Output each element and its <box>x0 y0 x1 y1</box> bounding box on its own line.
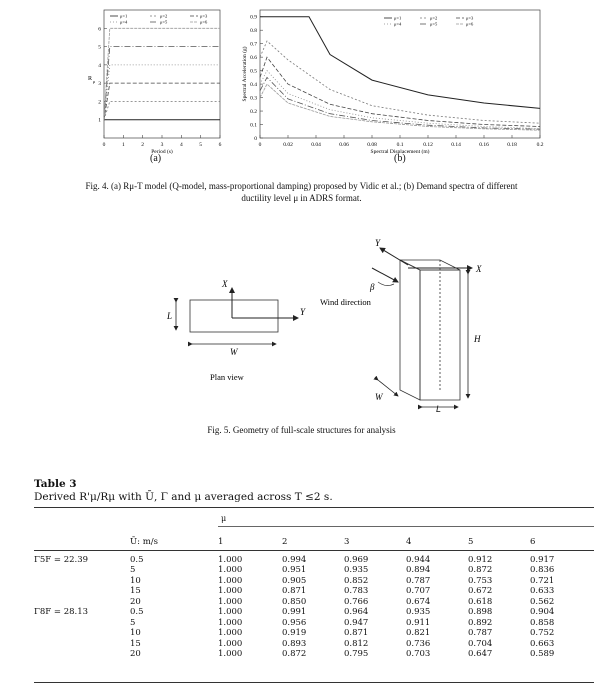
ratio-cell: 0.562 <box>530 596 555 607</box>
plan-x-label: X <box>222 279 228 289</box>
ratio-cell: 0.707 <box>406 586 431 596</box>
mu-value: 1 <box>218 536 224 547</box>
plot-frame <box>104 10 220 138</box>
x-tick-label: 3 <box>160 142 164 148</box>
legend-label: μ=4 <box>120 19 128 25</box>
u-value: 20 <box>130 596 141 607</box>
series-line <box>260 71 540 129</box>
u-value: 0.5 <box>130 554 144 565</box>
y-tick-label: 0 <box>254 136 257 142</box>
legend-label: μ=3 <box>200 13 208 19</box>
ratio-cell: 0.589 <box>530 649 555 659</box>
figure-4 <box>0 0 603 210</box>
table-bottom-rule <box>34 682 594 683</box>
ratio-cell: 1.000 <box>218 649 243 659</box>
plan-l-label: L <box>167 311 173 321</box>
plan-rectangle <box>190 300 278 332</box>
table-row <box>34 649 594 660</box>
x-tick-label: 0.1 <box>396 142 404 148</box>
legend-label: μ=6 <box>466 21 474 27</box>
u-value: 5 <box>130 565 136 575</box>
panel-b-label: (b) <box>394 153 406 164</box>
series-line <box>104 101 220 119</box>
ratio-cell: 0.704 <box>468 638 493 649</box>
gamma-empty <box>34 586 130 597</box>
ratio-cell: 0.812 <box>344 638 369 649</box>
table-row <box>34 618 594 629</box>
x-tick-label: 2 <box>141 142 145 148</box>
y-axis-label: R <box>87 76 93 82</box>
plot-frame <box>260 10 540 138</box>
tower-y-axis <box>380 248 408 265</box>
u-value: 5 <box>130 617 136 628</box>
table-3 <box>34 478 594 659</box>
x-tick-label: 0.06 <box>339 142 349 148</box>
gamma-empty <box>34 597 130 608</box>
plan-y-label: Y <box>300 307 306 317</box>
beta-label: β <box>370 282 375 292</box>
x-axis-label: Spectral Displacement (m) <box>370 149 430 154</box>
ratio-cell: 0.821 <box>406 628 431 638</box>
ratio-cell: 0.836 <box>530 565 555 575</box>
x-tick-label: 0 <box>258 142 262 148</box>
x-tick-label: 0.16 <box>479 142 489 148</box>
x-tick-label: 0.2 <box>536 142 544 148</box>
gamma-empty <box>34 576 130 587</box>
legend-label: μ=5 <box>160 19 168 25</box>
series-line <box>104 83 220 120</box>
ratio-cell: 0.951 <box>282 565 307 575</box>
ratio-cell: 0.633 <box>530 586 555 596</box>
y-tick-label: 0.5 <box>250 68 257 75</box>
ratio-cell: 1.000 <box>218 554 243 565</box>
legend-label: μ=1 <box>394 15 402 21</box>
empty-cell <box>34 534 130 550</box>
caption-line-1: Fig. 4. (a) Rμ-T model (Q-model, mass-proportional damping) proposed by Vidic et al.; (b) Demand spectra of different <box>85 181 518 191</box>
table-row <box>34 576 594 587</box>
x-tick-label: 4 <box>179 142 183 148</box>
legend-label: μ=2 <box>160 13 168 19</box>
tower-w-label: W <box>375 392 383 402</box>
mu-value: 5 <box>468 536 474 547</box>
ratio-cell: 0.736 <box>406 638 431 649</box>
ratio-cell: 0.852 <box>344 575 369 586</box>
series-line <box>104 28 220 119</box>
u-value: 15 <box>130 638 141 649</box>
mu-value: 4 <box>406 536 412 547</box>
geometry-diagram <box>150 230 510 410</box>
ratio-cell: 0.964 <box>344 607 369 617</box>
ratio-cell: 0.752 <box>530 628 555 638</box>
header-row <box>34 534 594 550</box>
mu-header: μ <box>221 514 227 523</box>
ratio-cell: 0.703 <box>406 649 431 659</box>
ratio-cell: 0.783 <box>344 586 369 596</box>
ratio-cell: 0.787 <box>406 575 431 586</box>
beta-arc <box>378 282 394 286</box>
ratio-cell: 0.858 <box>530 617 555 628</box>
ratio-cell: 0.905 <box>282 575 307 586</box>
u-value: 0.5 <box>130 607 144 617</box>
u-header: Ū: m/s <box>130 536 159 547</box>
figure-5 <box>0 230 603 440</box>
figure-5-caption: Fig. 5. Geometry of full-scale structures for analysis <box>207 425 396 435</box>
ratio-cell: 0.672 <box>468 586 493 596</box>
ratio-cell: 0.947 <box>344 617 369 628</box>
legend-label: μ=4 <box>394 21 402 27</box>
ratio-cell: 1.000 <box>218 565 243 575</box>
x-tick-label: 0.08 <box>367 142 377 148</box>
ratio-cell: 0.618 <box>468 596 493 607</box>
chart-rmu-t <box>80 4 230 154</box>
mu-value: 3 <box>344 536 350 547</box>
table-row <box>34 586 594 597</box>
series-line <box>260 57 540 126</box>
tower-l-label: L <box>436 404 442 414</box>
ratio-cell: 0.766 <box>344 596 369 607</box>
ratio-cell: 0.904 <box>530 607 555 617</box>
ratio-cell: 0.894 <box>406 565 431 575</box>
y-tick-label: 5 <box>98 44 101 51</box>
x-tick-label: 0.14 <box>451 142 461 148</box>
table-row <box>34 597 594 608</box>
tower-x-label: X <box>476 264 482 274</box>
mu-value: 6 <box>530 536 536 547</box>
ratio-cell: 1.000 <box>218 607 243 617</box>
mu-header-rule <box>218 526 594 527</box>
plan-view-title: Plan view <box>210 372 244 382</box>
gamma-empty <box>34 565 130 576</box>
gamma-empty <box>34 618 130 629</box>
series-line <box>104 65 220 120</box>
gamma-label: Γ5F = 22.39 <box>34 554 89 565</box>
u-value: 20 <box>130 649 141 659</box>
tower-side <box>400 260 420 400</box>
gamma-empty <box>34 628 130 639</box>
legend-label: μ=6 <box>200 19 208 25</box>
ratio-cell: 0.872 <box>282 649 307 659</box>
legend-label: μ=5 <box>430 21 438 27</box>
ratio-cell: 0.956 <box>282 617 307 628</box>
table-row <box>34 555 594 566</box>
ratio-cell: 0.795 <box>344 649 369 659</box>
table-row <box>34 565 594 576</box>
legend-label: μ=2 <box>430 15 438 21</box>
table-top-rule <box>34 507 594 508</box>
ratio-cell: 0.994 <box>282 554 307 565</box>
gamma-empty <box>34 649 130 660</box>
wind-direction-arrow <box>372 268 398 282</box>
series-line <box>260 84 540 130</box>
plan-view <box>166 279 306 382</box>
y-tick-label: 1 <box>98 117 101 124</box>
ratio-cell: 0.991 <box>282 607 307 617</box>
table-row <box>34 639 594 650</box>
ratio-cell: 1.000 <box>218 628 243 638</box>
tower-h-label: H <box>474 334 481 344</box>
ratio-cell: 0.911 <box>406 617 431 628</box>
chart-demand-spectra <box>238 4 548 154</box>
caption-line-2: ductility level μ in ADRS format. <box>241 193 362 203</box>
series-line <box>260 17 540 109</box>
y-tick-label: 6 <box>98 26 101 33</box>
y-tick-label: 0.7 <box>250 41 257 48</box>
gamma-label: Γ8F = 28.13 <box>34 607 89 617</box>
y-tick-label: 0.2 <box>250 109 257 116</box>
ratio-cell: 0.872 <box>468 565 493 575</box>
y-tick-label: 3 <box>98 81 101 88</box>
ratio-cell: 1.000 <box>218 586 243 596</box>
y-tick-label: 2 <box>98 99 101 106</box>
x-tick-label: 6 <box>218 142 222 148</box>
ratio-cell: 0.871 <box>282 586 307 596</box>
ratio-cell: 0.850 <box>282 596 307 607</box>
ratio-cell: 0.919 <box>282 628 307 638</box>
y-tick-label: 0.3 <box>250 95 257 102</box>
table-title: Table 3 <box>34 478 77 490</box>
ratio-cell: 0.787 <box>468 628 493 638</box>
gamma-empty <box>34 639 130 650</box>
figure-4-caption <box>20 180 583 204</box>
ratio-cell: 0.721 <box>530 575 555 586</box>
ratio-cell: 0.935 <box>344 565 369 575</box>
table-row <box>34 607 594 618</box>
ratio-cell: 1.000 <box>218 638 243 649</box>
x-tick-label: 0.18 <box>507 142 517 148</box>
plan-w-label: W <box>230 347 238 357</box>
ratio-cell: 1.000 <box>218 617 243 628</box>
x-tick-label: 0 <box>102 142 106 148</box>
ratio-cell: 0.663 <box>530 638 555 649</box>
y-tick-label: 4 <box>98 62 101 69</box>
ratio-cell: 1.000 <box>218 575 243 586</box>
ratio-cell: 0.674 <box>406 596 431 607</box>
y-axis-label: Spectral Acceleration (g) <box>242 46 248 102</box>
ratio-cell: 0.969 <box>344 554 369 565</box>
legend-label: μ=3 <box>466 15 474 21</box>
x-tick-label: 1 <box>121 142 125 148</box>
y-axis-label-sub: μ <box>92 79 96 84</box>
mu-value: 2 <box>282 536 288 547</box>
tower-y-label: Y <box>375 238 381 248</box>
ratio-cell: 0.892 <box>468 617 493 628</box>
x-tick-label: 0.02 <box>283 142 293 148</box>
ratio-cell: 0.753 <box>468 575 493 586</box>
series-line <box>260 41 540 123</box>
ratio-cell: 0.912 <box>468 554 493 565</box>
wind-direction-label: Wind direction <box>320 297 371 307</box>
ratio-cell: 0.935 <box>406 607 431 617</box>
y-tick-label: 0.4 <box>250 82 257 89</box>
y-tick-label: 0.9 <box>250 14 257 21</box>
u-value: 15 <box>130 586 141 596</box>
y-tick-label: 0.1 <box>250 122 257 129</box>
ratio-cell: 1.000 <box>218 596 243 607</box>
panel-a-label: (a) <box>150 153 162 164</box>
x-tick-label: 0.12 <box>423 142 433 148</box>
x-axis-label: Period (s) <box>151 149 173 154</box>
u-value: 10 <box>130 628 141 638</box>
legend-label: μ=1 <box>120 13 128 19</box>
y-tick-label: 0.6 <box>250 55 257 62</box>
ratio-cell: 0.898 <box>468 607 493 617</box>
ratio-cell: 0.871 <box>344 628 369 638</box>
ratio-cell: 0.647 <box>468 649 493 659</box>
ratio-cell: 0.944 <box>406 554 431 565</box>
y-tick-label: 0.8 <box>250 28 257 35</box>
x-tick-label: 5 <box>199 142 203 148</box>
x-tick-label: 0.04 <box>311 142 321 148</box>
ratio-cell: 0.893 <box>282 638 307 649</box>
table-description: Derived R'μ/Rμ with Ū, Γ and μ averaged across T ≤2 s. <box>34 491 333 503</box>
tower-3d <box>400 260 460 400</box>
ratio-cell: 0.917 <box>530 554 555 565</box>
u-value: 10 <box>130 575 141 586</box>
table-row <box>34 628 594 639</box>
table-body <box>34 534 594 660</box>
